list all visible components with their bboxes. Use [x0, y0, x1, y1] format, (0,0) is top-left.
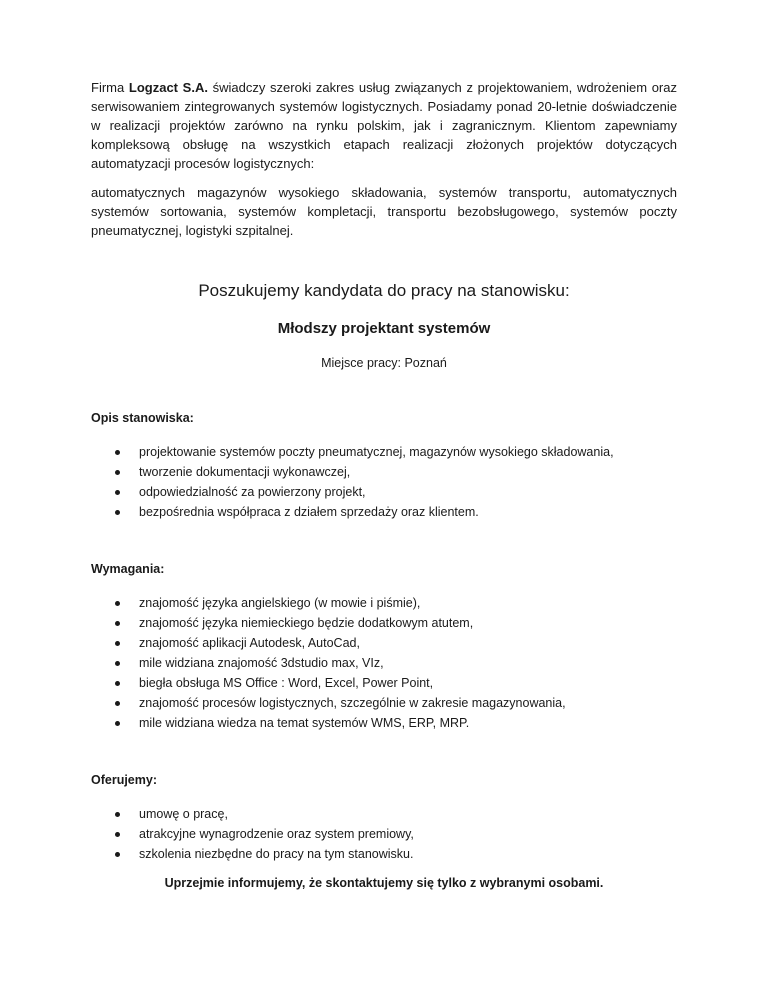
list-item-text: znajomość języka angielskiego (w mowie i piśmie),	[139, 596, 421, 610]
description-list	[91, 442, 677, 522]
bullet-icon	[115, 661, 120, 666]
list-item-text: tworzenie dokumentacji wykonawczej,	[139, 465, 351, 479]
list-item	[91, 613, 677, 633]
bullet-icon	[115, 601, 120, 606]
position-title: Młodszy projektant systemów	[277, 320, 491, 337]
bullet-icon	[115, 701, 120, 706]
bullet-icon	[115, 470, 120, 475]
closing-note: Uprzejmie informujemy, że skontaktujemy się tylko z wybranymi osobami.	[164, 876, 604, 890]
list-item-text: umowę o pracę,	[139, 807, 228, 821]
description-title: Opis stanowiska:	[91, 411, 194, 425]
list-item-text: bezpośrednia współpraca z działem sprzedaży oraz klientem.	[139, 505, 479, 519]
list-item	[91, 653, 677, 673]
list-item	[91, 462, 677, 482]
work-location: Miejsce pracy: Poznań	[321, 356, 447, 370]
bullet-icon	[115, 621, 120, 626]
bullet-icon	[115, 852, 120, 857]
systems-paragraph: automatycznych magazynów wysokiego składowania, systemów transportu, automatycznych systemów sortowania, systemów kompletacji, transportu bezobsługowego, systemów poczty pneumatycznej, logistyki szpitalnej.	[91, 185, 677, 238]
list-item	[91, 593, 677, 613]
intro-paragraph	[91, 78, 677, 173]
list-item-text: biegła obsługa MS Office : Word, Excel, Power Point,	[139, 676, 434, 690]
list-item	[91, 633, 677, 653]
list-item-text: mile widziana wiedza na temat systemów WMS, ERP, MRP.	[139, 716, 470, 730]
company-name: Logzact S.A.	[128, 80, 208, 95]
list-item-text: znajomość procesów logistycznych, szczególnie w zakresie magazynowania,	[139, 696, 566, 710]
list-item	[91, 693, 677, 713]
list-item	[91, 442, 677, 462]
bullet-icon	[115, 832, 120, 837]
offer-list	[91, 804, 677, 864]
bullet-icon	[115, 681, 120, 686]
list-item-text: odpowiedzialność za powierzony projekt,	[139, 485, 366, 499]
requirements-title: Wymagania:	[91, 562, 165, 576]
list-item-text: znajomość języka niemieckiego będzie dodatkowym atutem,	[139, 616, 474, 630]
list-item-text: projektowanie systemów poczty pneumatycznej, magazynów wysokiego składowania,	[139, 445, 614, 459]
list-item	[91, 824, 677, 844]
list-item	[91, 482, 677, 502]
list-item	[91, 673, 677, 693]
requirements-list	[91, 593, 677, 733]
intro-prefix: Firma	[91, 80, 129, 95]
bullet-icon	[115, 641, 120, 646]
list-item	[91, 502, 677, 522]
list-item	[91, 844, 677, 864]
offer-title: Oferujemy:	[91, 773, 157, 787]
bullet-icon	[115, 490, 120, 495]
list-item	[91, 804, 677, 824]
list-item	[91, 713, 677, 733]
bullet-icon	[115, 721, 120, 726]
bullet-icon	[115, 812, 120, 817]
intro-body: świadczy szeroki zakres usług związanych z projektowaniem, wdrożeniem oraz serwisowaniem zintegrowanych systemów logistycznych. Posiadamy ponad 20-letnie doświadczenie w realizacji projektów zarówno na rynku polskim, jak i zagranicznym. Klientom zapewniamy kompleksową obsługę na wszystkich etapach realizacji złożonych projektów dotyczących automatyzacji procesów logistycznych:	[91, 80, 677, 171]
list-item-text: atrakcyjne wynagrodzenie oraz system premiowy,	[139, 827, 414, 841]
list-item-text: szkolenia niezbędne do pracy na tym stanowisku.	[139, 847, 414, 861]
bullet-icon	[115, 510, 120, 515]
list-item-text: mile widziana znajomość 3dstudio max, VIz,	[139, 656, 384, 670]
bullet-icon	[115, 450, 120, 455]
position-heading: Poszukujemy kandydata do pracy na stanowisku:	[198, 281, 570, 300]
list-item-text: znajomość aplikacji Autodesk, AutoCad,	[139, 636, 360, 650]
